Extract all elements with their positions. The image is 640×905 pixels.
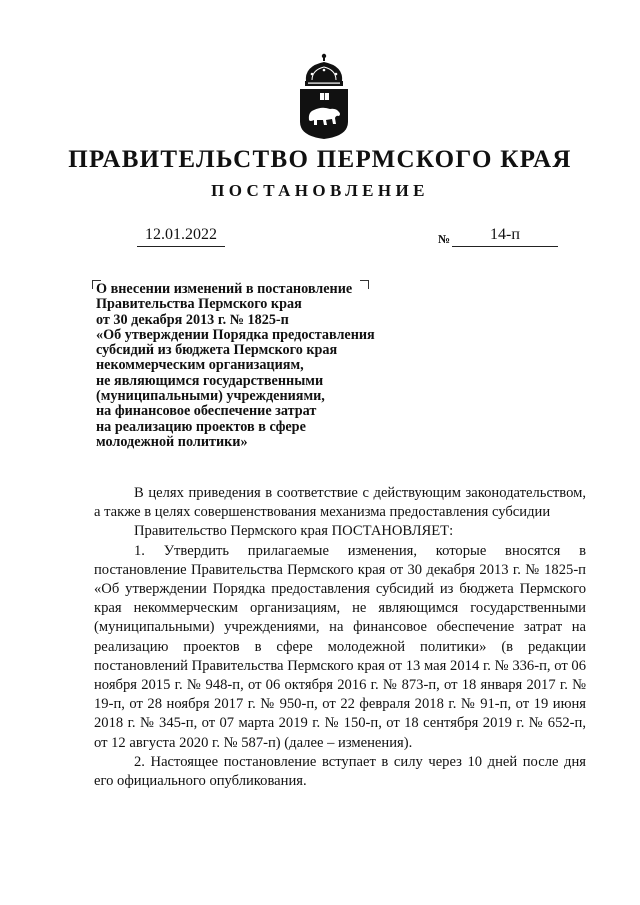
document-subject [96,282,396,450]
document-type: ПОСТАНОВЛЕНИЕ [211,181,429,200]
subject-line: (муниципальными) учреждениями, [96,388,325,405]
item-1-paragraph: 1. Утвердить прилагаемые изменения, которые вносятся в постановление Правительства Пермского края от 30 декабря 2013 г. № 1825-п «Об утверждении Порядка предоставления субсидий из бюджета Пермского края некоммерческим организациям, не являющимся государственными (муниципальными) учреждениями, на финансовое обеспечение затрат на реализацию проектов в сфере молодежной политики» (в редакции постановлений Правительства Пермского края от 13 мая 2014 г. № 336-п, от 06 ноября 2015 г. № 948-п, от 06 октября 2016 г. № 873-п, от 18 января 2017 г. № 19-п, от 28 ноября 2017 г. № 950-п, от 22 февраля 2018 г. № 91-п, от 19 июня 2018 г. № 345-п, от 07 марта 2019 г. № 150-п, от 18 сентября 2019 г. № 652-п, от 12 августа 2020 г. № 587-п) (далее – изменения). [94,542,586,751]
subject-line: субсидий из бюджета Пермского края [96,342,338,359]
subject-line: молодежной политики» [96,433,248,450]
subject-line: не являющимся государственными [96,372,324,389]
perm-krai-coat-of-arms-icon [296,52,352,140]
resolves-paragraph: Правительство Пермского края ПОСТАНОВЛЯЕТ: [134,523,454,540]
subject-line: Правительства Пермского края [96,296,302,313]
subject-line: некоммерческим организациям, [96,357,304,374]
number-sign: № [438,232,451,246]
subject-line: на реализацию проектов в сфере [96,418,306,435]
document-date: 12.01.2022 [137,226,225,247]
subject-line: от 30 декабря 2013 г. № 1825-п [96,311,289,328]
subject-line: О внесении изменений в постановление [96,281,353,297]
subject-line: «Об утверждении Порядка предоставления [96,326,375,343]
document-number: 14-п [452,226,558,247]
government-title: ПРАВИТЕЛЬСТВО ПЕРМСКОГО КРАЯ [68,146,572,173]
item-2-paragraph: 2. Настоящее постановление вступает в силу через 10 дней после дня его официального опубликования. [94,753,586,790]
subject-line: на финансовое обеспечение затрат [96,403,317,420]
intro-paragraph: В целях приведения в соответствие с действующим законодательством, а также в целях совершенствования механизма предоставления субсидии [94,485,586,521]
document-body [94,484,586,791]
